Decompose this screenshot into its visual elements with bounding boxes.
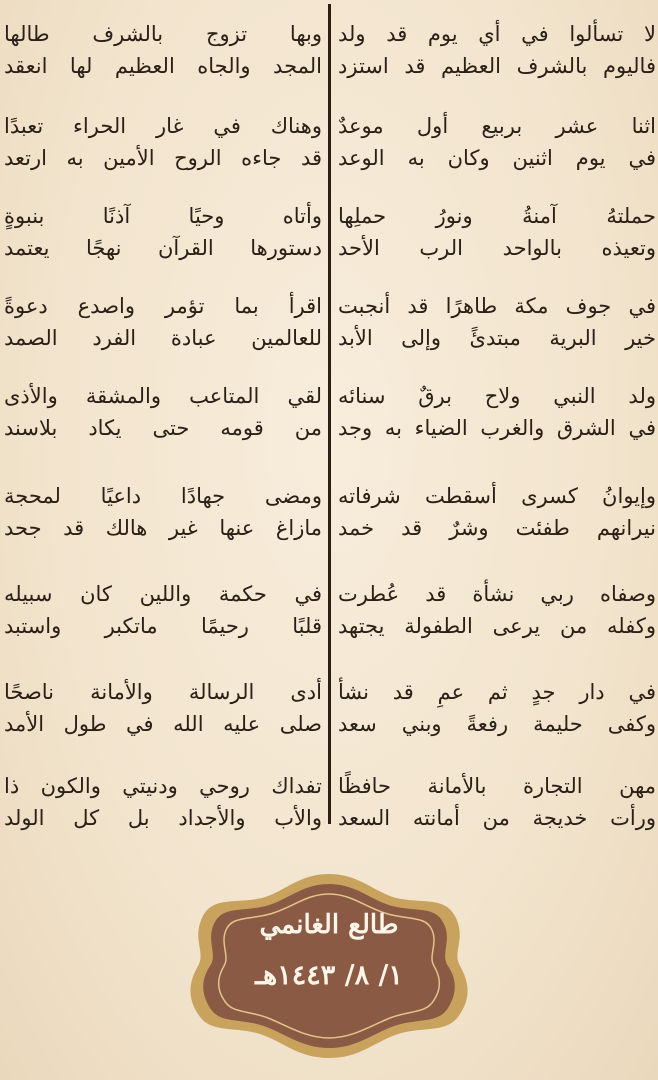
verse-line: لقي المتاعب والمشقة والأذى [4,384,322,408]
poet-name: طالع الغانمي [259,910,399,940]
verse-line: وأتاه وحيًا آذنًا بنبوةٍ [4,204,322,228]
verse-line: ورأت خديجة من أمانته السعد [338,806,656,830]
verse-line: اقرأ بما تؤمر واصدع دعوةً [4,294,322,318]
stanza [338,110,656,174]
stanza [338,380,656,444]
stanza [4,770,322,834]
stanza [338,676,656,740]
verse-line: والأب والأجداد بل كل الولد [4,806,322,830]
verse-line: مهن التجارة بالأمانة حافظًا [338,774,656,798]
verse-line: وإيوانُ كسرى أسقطت شرفاته [338,484,656,508]
verse-line: خير البرية مبتدئً وإلى الأبد [338,326,656,350]
verse-line: وكفى حليمة رفعةً وبني سعد [338,712,656,736]
verse-line: تفداك روحي ودنيتي والكون ذا [4,774,322,798]
column-divider [328,4,331,824]
verse-line: دستورها القرآن نهجًا يعتمد [4,236,322,260]
stanza [4,110,322,174]
verse-line: في الشرق والغرب الضياء به وجد [338,416,656,440]
stanza [338,18,656,82]
stanza [4,290,322,354]
verse-line: قلبًا رحيمًا ماتكبر واستبد [4,614,322,638]
verse-line: مازاغ عنها غير هالك قد جحد [4,516,322,540]
stanza [4,676,322,740]
stanza [4,18,322,82]
verse-line: ومضى جهادًا داعيًا لمحجة [4,484,322,508]
verse-line: المجد والجاه العظيم لها انعقد [4,54,322,78]
stanza [4,380,322,444]
verse-line: في جوف مكة طاهرًا قد أنجبت [338,294,656,318]
stanza [4,480,322,544]
signature-badge [184,870,474,1062]
verse-line: قد جاءه الروح الأمين به ارتعد [4,146,322,170]
verse-line: اثنا عشر بربيع أول موعدٌ [338,114,656,138]
verse-line: وكفله من يرعى الطفولة يجتهد [338,614,656,638]
verse-line: من قومه حتى يكاد بلاسند [4,416,322,440]
verse-line: أدى الرسالة والأمانة ناصحًا [4,680,322,704]
verse-line: وبها تزوج بالشرف طالها [4,22,322,46]
verse-line: وتعيذه بالواحد الرب الأحد [338,236,656,260]
stanza [338,290,656,354]
verse-line: وصفاه ربي نشأة قد عُطرت [338,582,656,606]
stanza [338,480,656,544]
verse-line: لا تسألوا في أي يوم قد ولد [338,22,656,46]
stanza [338,200,656,264]
verse-line: في حكمة واللين كان سبيله [4,582,322,606]
verse-line: ولد النبي ولاح برقٌ سنائه [338,384,656,408]
stanza [338,578,656,642]
verse-line: للعالمين عبادة الفرد الصمد [4,326,322,350]
stanza [4,578,322,642]
verse-line: وهناك في غار الحراء تعبدًا [4,114,322,138]
verse-line: صلى عليه الله في طول الأمد [4,712,322,736]
verse-line: فاليوم بالشرف العظيم قد استزد [338,54,656,78]
poem-date: ١/ ٨/ ١٤٤٣هـ [255,960,403,991]
stanza [4,200,322,264]
stanza [338,770,656,834]
verse-line: نيرانهم طفئت وشرٌ قد خمد [338,516,656,540]
verse-line: في دار جدٍ ثم عمٍ قد نشأ [338,680,656,704]
verse-line: في يوم اثنين وكان به الوعد [338,146,656,170]
verse-line: حملتهُ آمنةُ ونورُ حملِها [338,204,656,228]
